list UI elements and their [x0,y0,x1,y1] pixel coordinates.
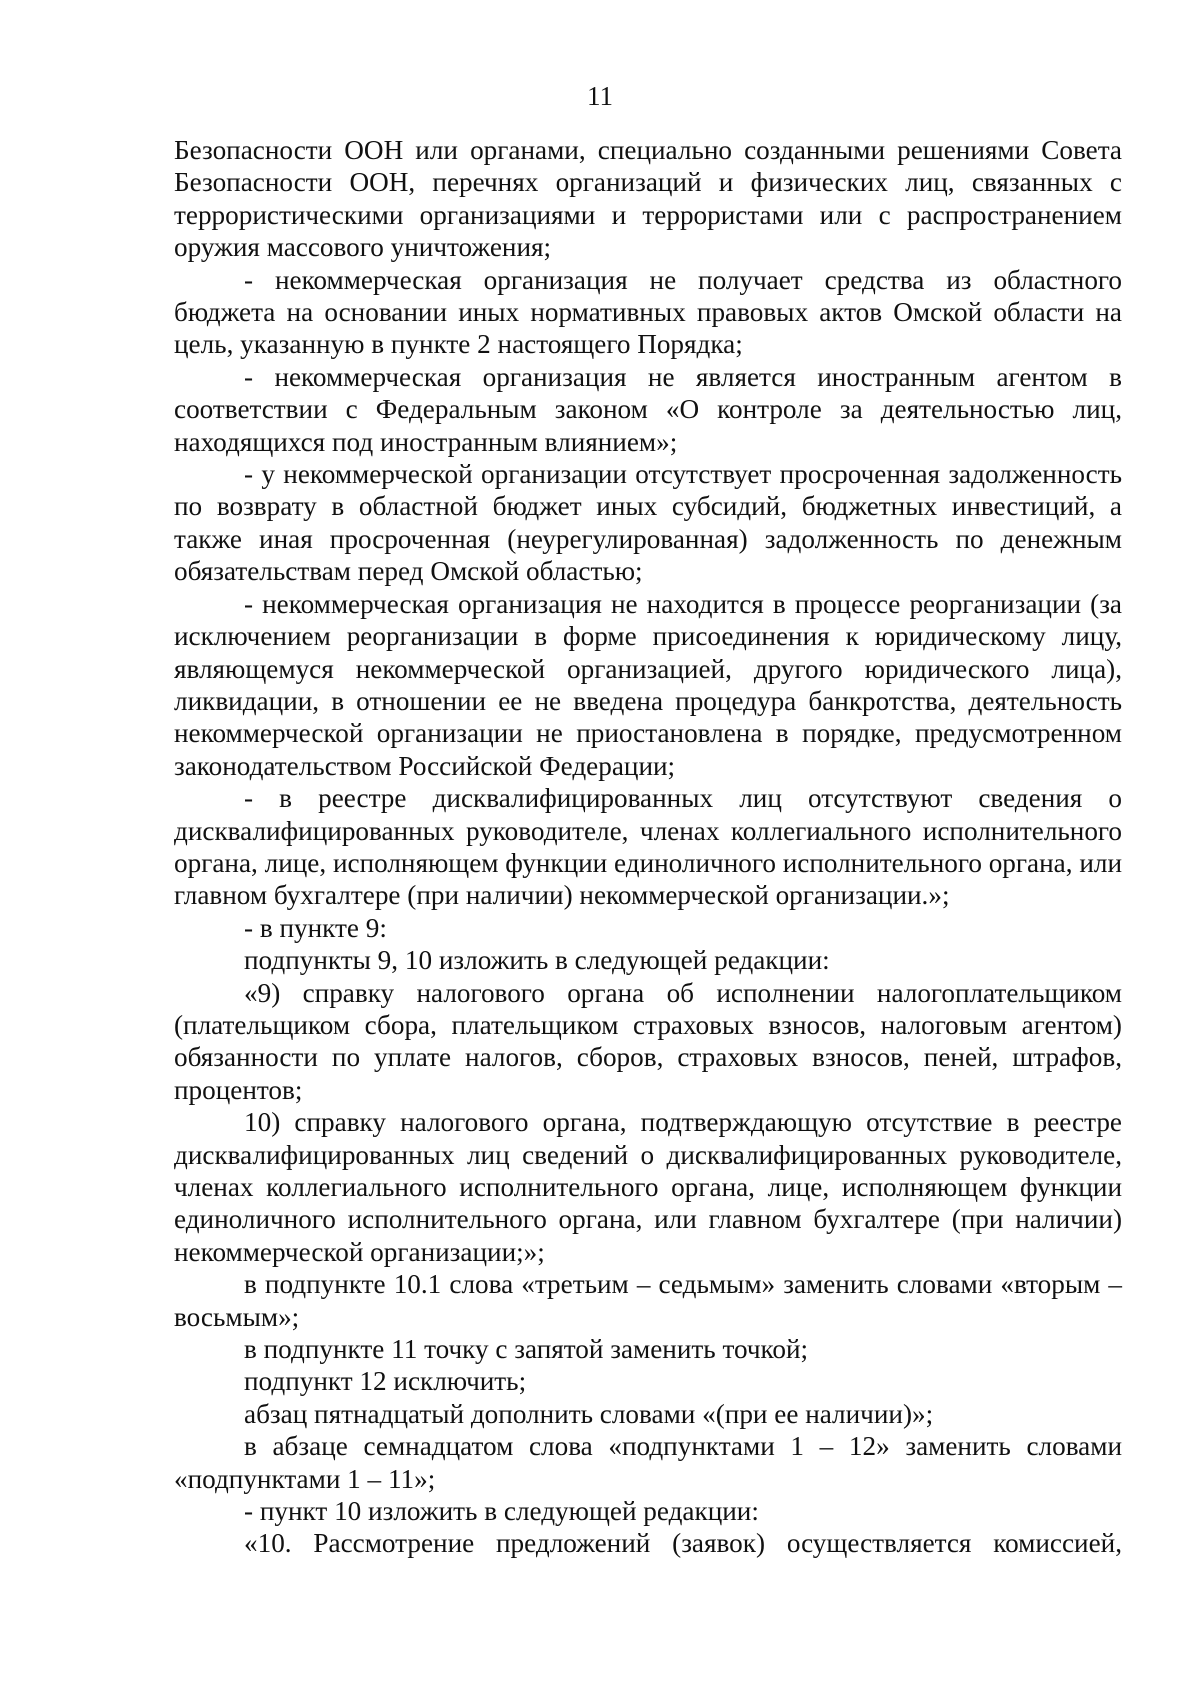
paragraph-1: Безопасности ООН или органами, специально созданными решениями Совета Безопасности ООН, перечнях организаций и физических лиц, связанных с террористическими организациями и террористами или с распространением оружия массового уничтожения; [174,135,1122,263]
paragraph-6: - в реестре дисквалифицированных лиц отсутствуют сведения о дисквалифицированных руководителе, членах коллегиального исполнительного органа, лице, исполняющем функции единоличного исполнительного органа, или главном бухгалтере (при наличии) некоммерческой организации.»; [174,783,1122,911]
paragraph-9: «9) справку налогового органа об исполнении налогоплательщиком (плательщиком сбора, плательщиком страховых взносов, налоговым агентом) обязанности по уплате налогов, сборов, страховых взносов, пеней, штрафов, процентов; [174,977,1122,1105]
paragraph-11: в подпункте 10.1 слова «третьим – седьмым» заменить словами «вторым – восьмым»; [174,1269,1122,1332]
paragraph-13: подпункт 12 исключить; [244,1366,527,1397]
paragraph-7: - в пункте 9: [244,912,387,943]
paragraph-2: - некоммерческая организация не получает средства из областного бюджета на основании иных нормативных правовых актов Омской области на цель, указанную в пункте 2 настоящего Порядка; [174,264,1122,360]
paragraph-15: в абзаце семнадцатом слова «подпунктами 1 – 12» заменить словами «подпунктами 1 – 11»; [174,1431,1122,1494]
page-number: 11 [587,81,613,111]
paragraph-10: 10) справку налогового органа, подтверждающую отсутствие в реестре дисквалифицированных лиц сведений о дисквалифицированных руководителе, членах коллегиального исполнительного органа, лице, исполняющем функции единоличного исполнительного органа, или главном бухгалтере (при наличии) некоммерческой организации;»; [174,1107,1122,1267]
paragraph-16: - пункт 10 изложить в следующей редакции: [244,1496,759,1527]
paragraph-14: абзац пятнадцатый дополнить словами «(при ее наличии)»; [244,1398,934,1429]
paragraph-8: подпункты 9, 10 изложить в следующей редакции: [244,945,830,976]
paragraph-5: - некоммерческая организация не находится в процессе реорганизации (за исключением реорганизации в форме присоединения к юридическому лицу, являющемуся некоммерческой организацией, другого юридического лица), ликвидации, в отношении ее не введена процедура банкротства, деятельность некоммерческой организации не приостановлена в порядке, предусмотренном законодательством Российской Федерации; [174,588,1122,781]
paragraph-17: «10. Рассмотрение предложений (заявок) осуществляется комиссией, [244,1528,1122,1559]
document-body [174,134,1122,1560]
paragraph-12: в подпункте 11 точку с запятой заменить точкой; [244,1334,809,1365]
paragraph-3: - некоммерческая организация не является иностранным агентом в соответствии с Федеральным законом «О контроле за деятельностью лиц, находящихся под иностранным влиянием»; [174,361,1122,457]
paragraph-4: - у некоммерческой организации отсутствует просроченная задолженность по возврату в областной бюджет иных субсидий, бюджетных инвестиций, а также иная просроченная (неурегулированная) задолженность по денежным обязательствам перед Омской областью; [174,459,1122,587]
